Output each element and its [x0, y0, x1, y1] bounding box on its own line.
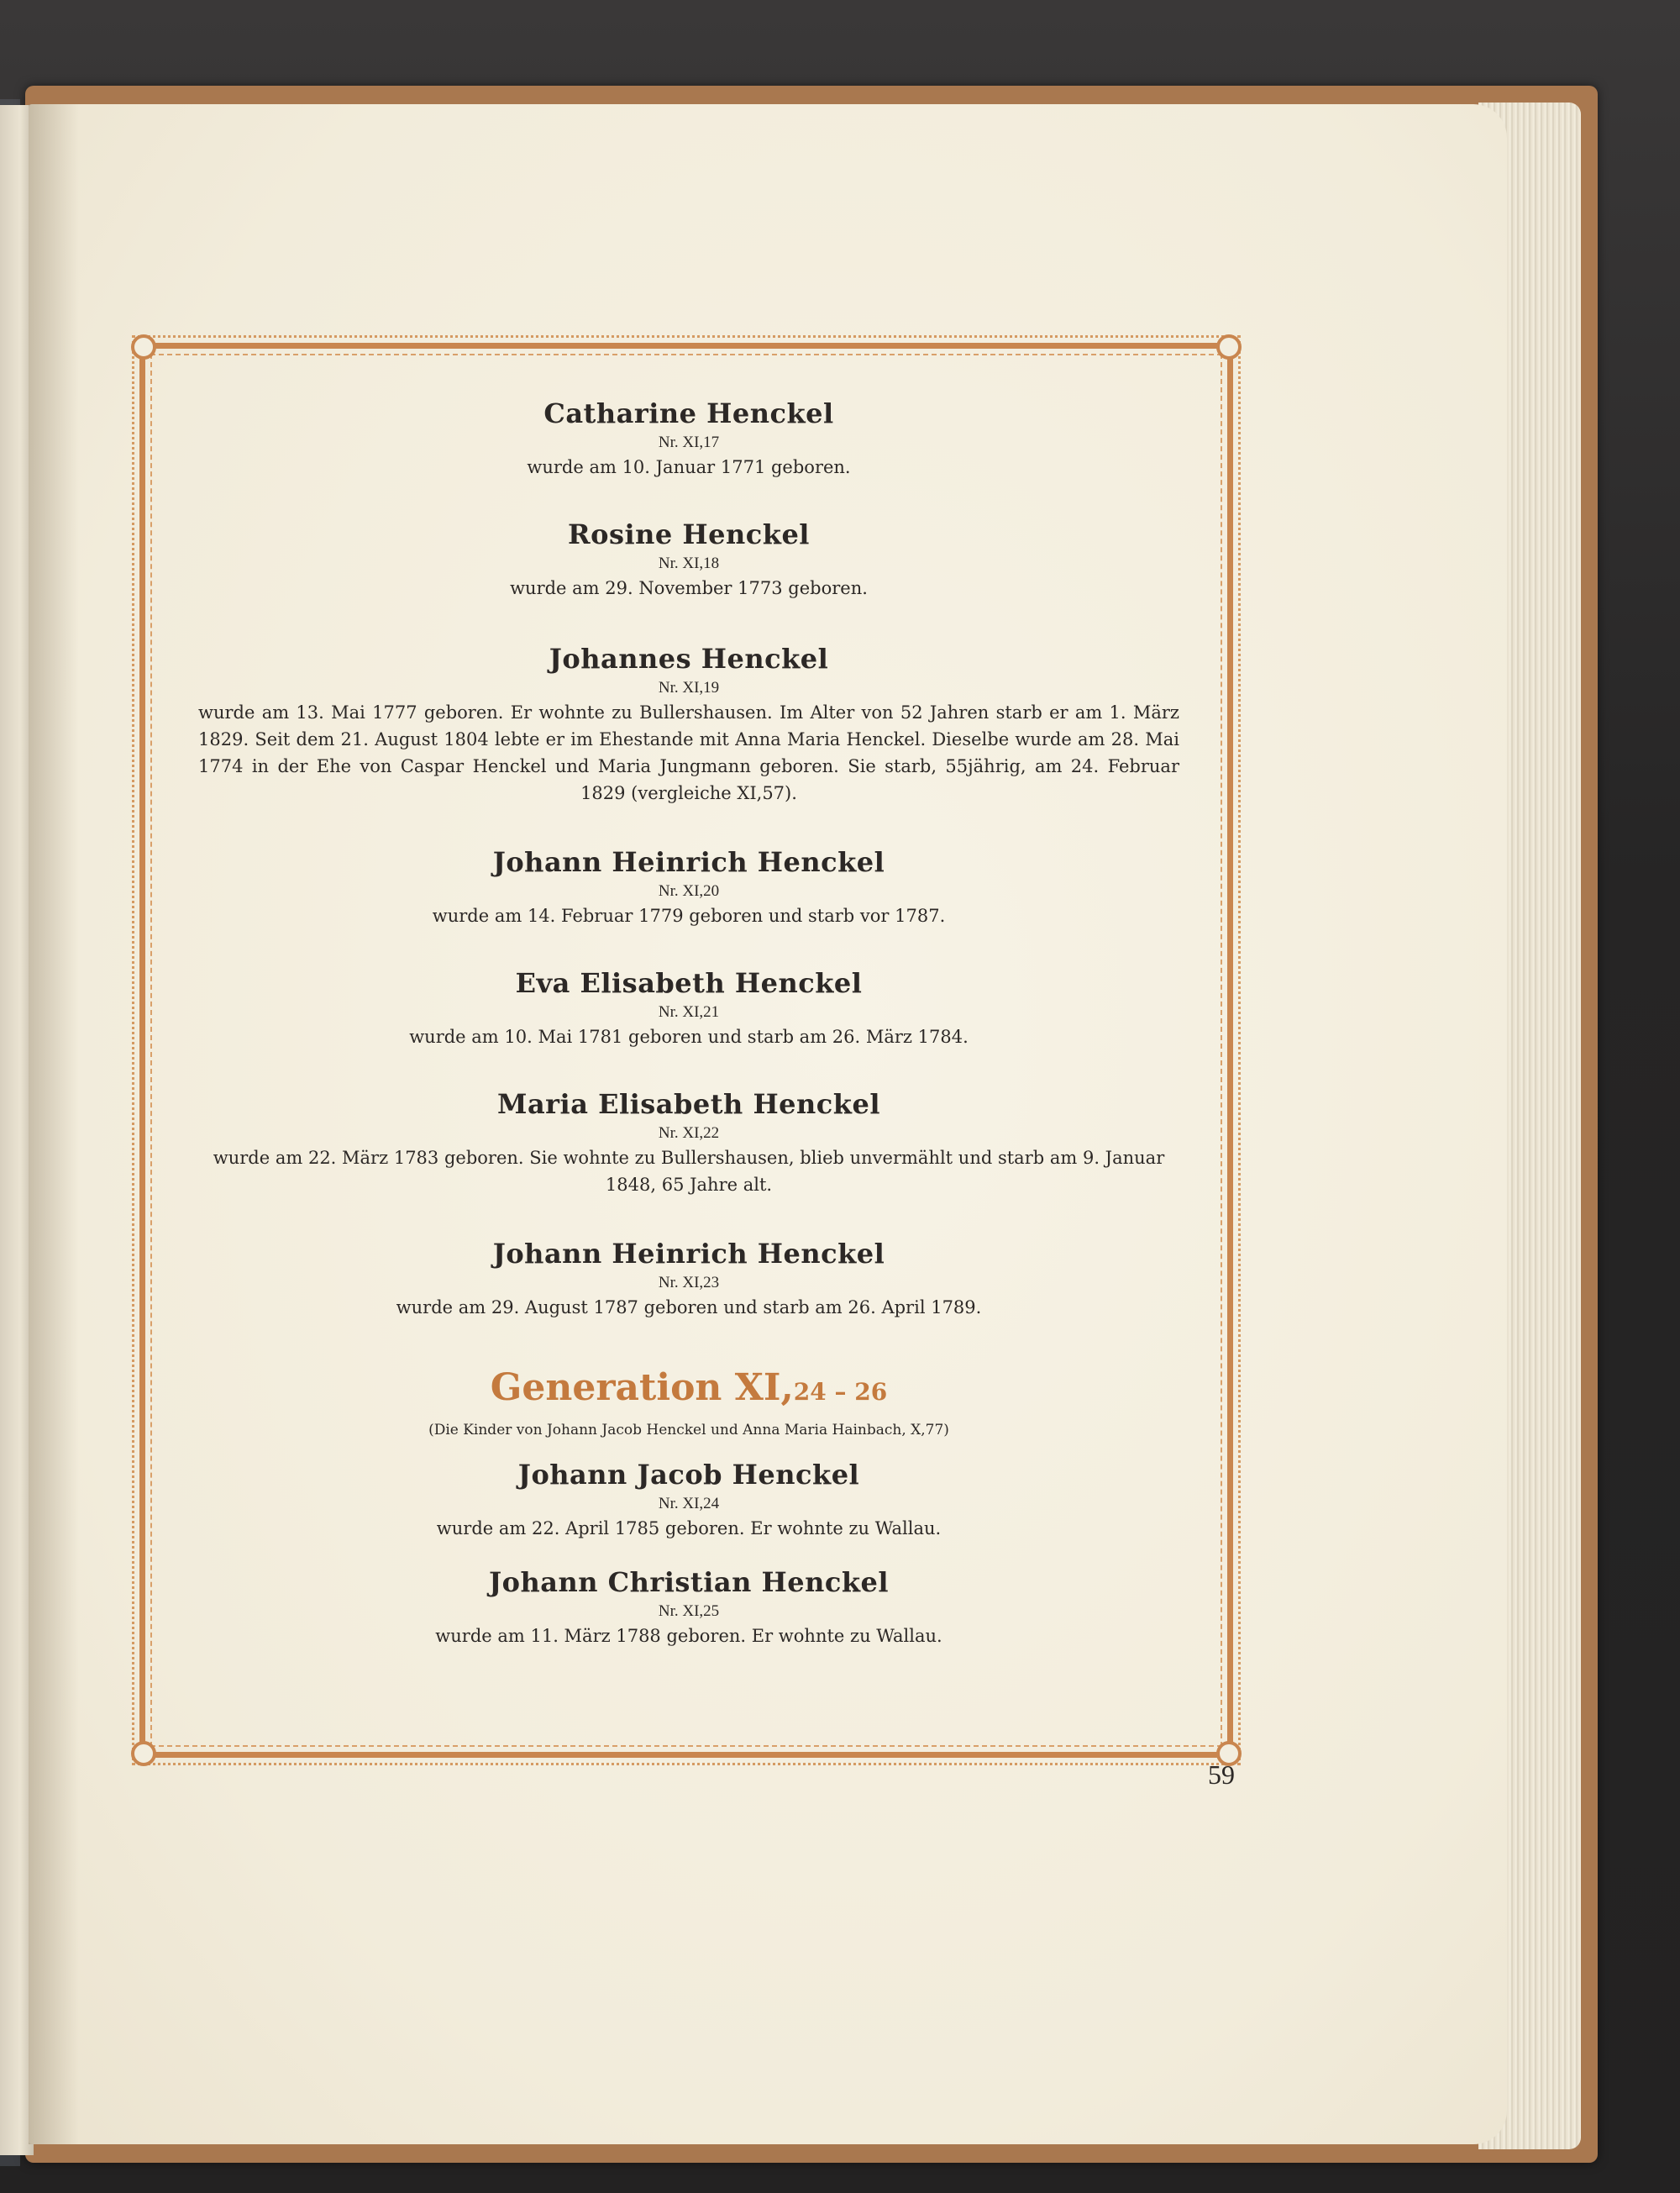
- person-number: Nr. XI,18: [658, 555, 720, 572]
- person-number: Nr. XI,17: [658, 434, 720, 451]
- person-name: Johannes Henckel: [549, 643, 829, 675]
- entry-eva-elisabeth-henckel: [193, 965, 1184, 1050]
- page-content: [193, 395, 1184, 1649]
- generation-parents-note: (Die Kinder von Johann Jacob Henckel und Anna Maria Hainbach, X,77): [428, 1422, 949, 1438]
- person-description: wurde am 22. April 1785 geboren. Er wohnte zu Wallau.: [436, 1518, 942, 1538]
- person-number: Nr. XI,23: [658, 1274, 720, 1291]
- person-number: Nr. XI,24: [658, 1495, 720, 1512]
- person-name: Catharine Henckel: [543, 397, 834, 429]
- frame-corner-ornament: [131, 1741, 156, 1766]
- person-description: wurde am 22. März 1783 geboren. Sie wohnte zu Bullershausen, blieb unvermählt und starb am 9. Januar 1848, 65 Jahre alt.: [213, 1148, 1165, 1195]
- frame-corner-ornament: [1216, 334, 1242, 360]
- person-number: Nr. XI,19: [658, 679, 720, 697]
- entry-johann-heinrich-henckel-23: [193, 1235, 1184, 1321]
- person-number: Nr. XI,22: [658, 1124, 720, 1142]
- person-description: wurde am 10. Mai 1781 geboren und starb am 26. März 1784.: [409, 1027, 969, 1047]
- person-name: Rosine Henckel: [568, 518, 810, 550]
- person-description: wurde am 29. November 1773 geboren.: [510, 578, 868, 598]
- entry-johann-heinrich-henckel-20: [193, 844, 1184, 929]
- person-number: Nr. XI,20: [658, 882, 720, 900]
- entry-rosine-henckel: [193, 516, 1184, 602]
- generation-heading: [193, 1365, 1184, 1416]
- person-number: Nr. XI,21: [658, 1003, 720, 1021]
- generation-title: Generation XI,: [490, 1366, 794, 1409]
- person-name: Eva Elisabeth Henckel: [515, 967, 863, 999]
- person-name: Johann Heinrich Henckel: [492, 1238, 885, 1270]
- frame-corner-ornament: [131, 334, 156, 360]
- entry-johann-christian-henckel: [193, 1564, 1184, 1649]
- generation-section: [193, 1365, 1184, 1441]
- page-number: 59: [1208, 1759, 1235, 1790]
- person-name: Johann Jacob Henckel: [517, 1459, 860, 1491]
- person-description: wurde am 11. März 1788 geboren. Er wohnte zu Wallau.: [435, 1626, 942, 1646]
- person-number: Nr. XI,25: [658, 1602, 720, 1620]
- person-description: wurde am 29. August 1787 geboren und starb am 26. April 1789.: [396, 1297, 982, 1317]
- person-name: Maria Elisabeth Henckel: [497, 1088, 880, 1120]
- person-name: Johann Christian Henckel: [488, 1566, 890, 1598]
- person-description: wurde am 14. Februar 1779 geboren und starb vor 1787.: [432, 906, 946, 926]
- person-description: wurde am 13. Mai 1777 geboren. Er wohnte zu Bullershausen. Im Alter von 52 Jahren starb er am 1. März 1829. Seit dem 21. August 1804 lebte er im Ehestande mit Anna Maria Henckel. Dieselbe wurde am 28. Mai 1774 in der Ehe von Caspar Henckel und Maria Jungmann geboren. Sie starb, 55jährig, am 24. Februar 1829 (vergleiche XI,57).: [198, 702, 1179, 803]
- page-gutter-shadow: [29, 104, 79, 2144]
- entry-maria-elisabeth-henckel: [193, 1086, 1184, 1198]
- entry-johann-jacob-henckel: [193, 1456, 1184, 1542]
- entry-catharine-henckel: [193, 395, 1184, 481]
- entry-johannes-henckel: [193, 640, 1184, 807]
- person-name: Johann Heinrich Henckel: [492, 846, 885, 878]
- generation-range: 24 – 26: [793, 1378, 888, 1406]
- person-description: wurde am 10. Januar 1771 geboren.: [527, 457, 851, 477]
